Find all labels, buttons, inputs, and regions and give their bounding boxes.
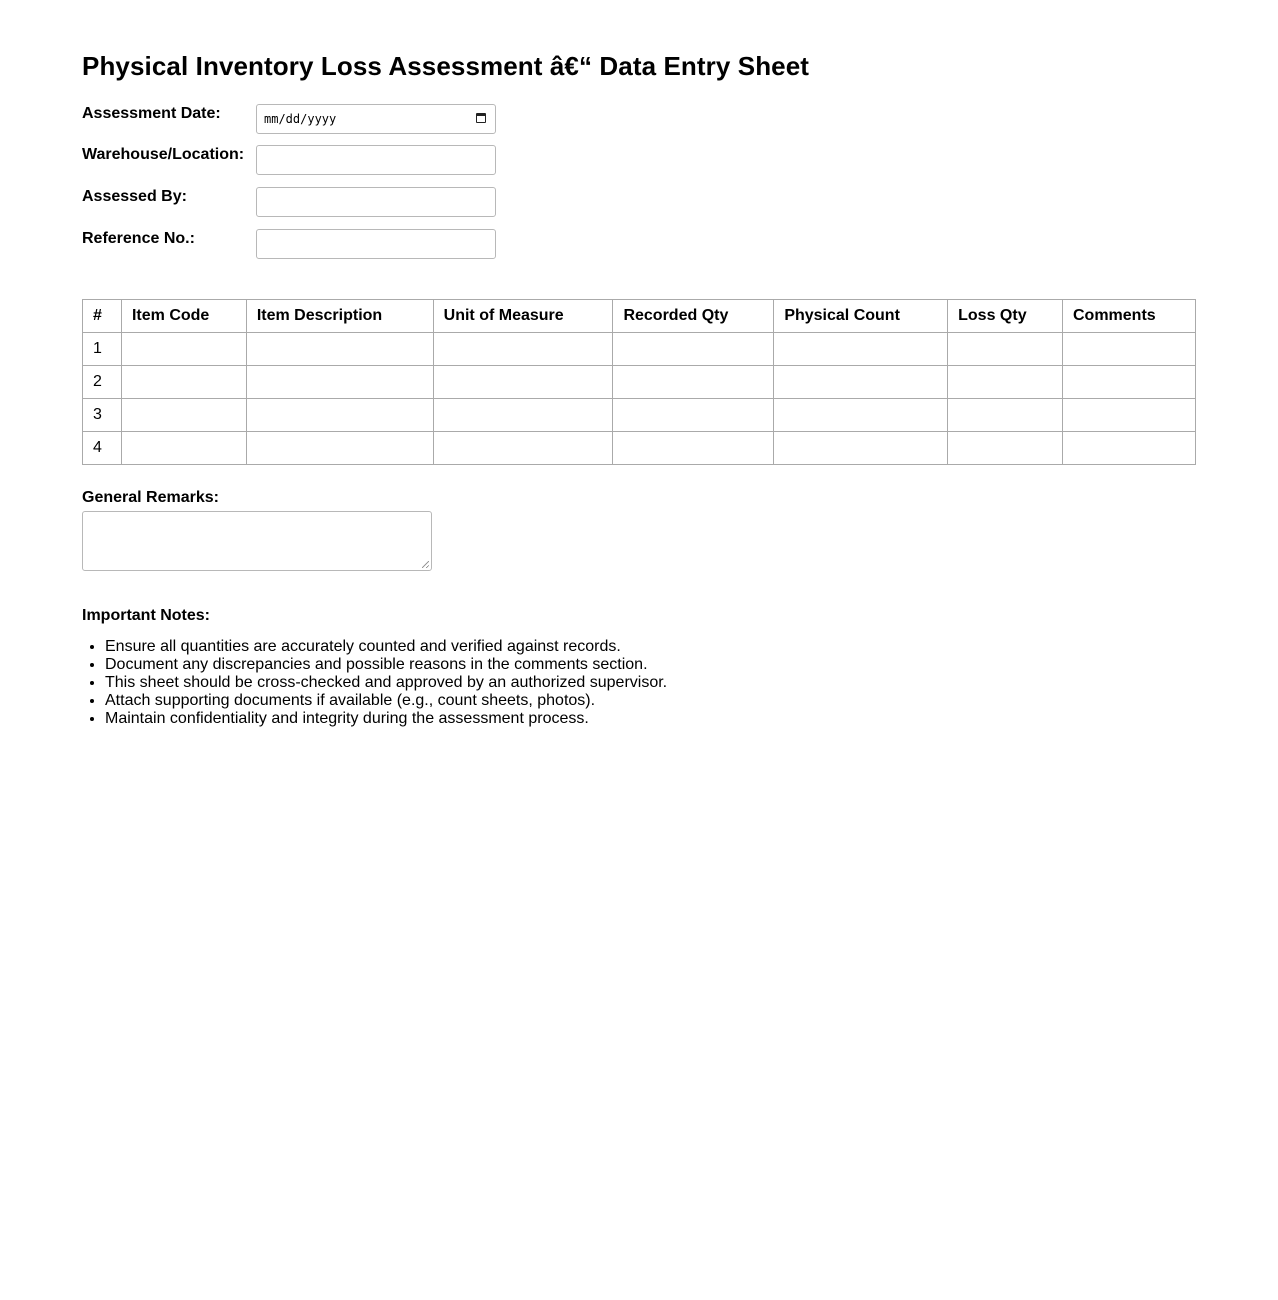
cell-comments[interactable] <box>1063 432 1196 465</box>
cell-item-code[interactable] <box>121 366 246 399</box>
cell-loss-qty[interactable] <box>948 366 1063 399</box>
cell-unit-of-measure[interactable] <box>433 333 613 366</box>
reference-label: Reference No.: <box>82 230 195 247</box>
cell-unit-of-measure[interactable] <box>433 366 613 399</box>
assessment-date-label: Assessment Date: <box>82 105 221 122</box>
cell-loss-qty[interactable] <box>948 333 1063 366</box>
table-row <box>83 333 1196 366</box>
cell-loss-qty[interactable] <box>948 432 1063 465</box>
cell-item-code[interactable] <box>121 399 246 432</box>
cell-item-description[interactable] <box>246 366 433 399</box>
cell-physical-count[interactable] <box>774 333 948 366</box>
resize-handle-icon[interactable] <box>422 561 429 568</box>
list-item: • Maintain confidentiality and integrity during the assessment process. <box>105 710 1196 728</box>
cell-item-code[interactable] <box>121 432 246 465</box>
cell-recorded-qty[interactable] <box>613 432 774 465</box>
row-number: 3 <box>83 399 122 432</box>
cell-unit-of-measure[interactable] <box>433 399 613 432</box>
row-number: 1 <box>83 333 122 366</box>
cell-physical-count[interactable] <box>774 432 948 465</box>
header-number: # <box>83 300 122 333</box>
header-loss-qty: Loss Qty <box>948 300 1063 333</box>
cell-recorded-qty[interactable] <box>613 366 774 399</box>
reference-row <box>82 229 1196 271</box>
cell-item-description[interactable] <box>246 399 433 432</box>
cell-item-description[interactable] <box>246 333 433 366</box>
reference-input[interactable] <box>256 229 496 259</box>
cell-recorded-qty[interactable] <box>613 399 774 432</box>
header-comments: Comments <box>1063 300 1196 333</box>
cell-unit-of-measure[interactable] <box>433 432 613 465</box>
assessment-date-placeholder: mm/dd/yyyy <box>264 112 337 126</box>
cell-comments[interactable] <box>1063 333 1196 366</box>
list-item: • Document any discrepancies and possible reasons in the comments section. <box>105 656 1196 674</box>
important-notes-list <box>82 638 1196 728</box>
table-row <box>83 432 1196 465</box>
assessed-by-label: Assessed By: <box>82 188 187 205</box>
cell-item-code[interactable] <box>121 333 246 366</box>
general-remarks-label: General Remarks: <box>82 489 219 506</box>
general-remarks-textarea[interactable] <box>82 511 432 571</box>
header-recorded-qty: Recorded Qty <box>613 300 774 333</box>
cell-comments[interactable] <box>1063 366 1196 399</box>
warehouse-label: Warehouse/Location: <box>82 146 245 163</box>
cell-comments[interactable] <box>1063 399 1196 432</box>
table-header-row <box>83 300 1196 333</box>
cell-recorded-qty[interactable] <box>613 333 774 366</box>
warehouse-row <box>82 145 1196 187</box>
assessment-date-input[interactable] <box>256 104 496 134</box>
list-item: • Attach supporting documents if available (e.g., count sheets, photos). <box>105 692 1196 710</box>
list-item: • This sheet should be cross-checked and approved by an authorized supervisor. <box>105 674 1196 692</box>
table-row <box>83 399 1196 432</box>
assessed-by-input[interactable] <box>256 187 496 217</box>
cell-physical-count[interactable] <box>774 366 948 399</box>
assessment-date-row <box>82 104 1196 145</box>
header-item-code: Item Code <box>121 300 246 333</box>
header-physical-count: Physical Count <box>774 300 948 333</box>
warehouse-input[interactable] <box>256 145 496 175</box>
inventory-table <box>82 299 1196 465</box>
cell-loss-qty[interactable] <box>948 399 1063 432</box>
header-unit-of-measure: Unit of Measure <box>433 300 613 333</box>
assessment-form <box>82 104 1196 271</box>
cell-item-description[interactable] <box>246 432 433 465</box>
page-title: Physical Inventory Loss Assessment â€“ Data Entry Sheet <box>82 51 810 81</box>
header-item-description: Item Description <box>246 300 433 333</box>
cell-physical-count[interactable] <box>774 399 948 432</box>
list-item: • Ensure all quantities are accurately counted and verified against records. <box>105 638 1196 656</box>
row-number: 4 <box>83 432 122 465</box>
important-notes-title: Important Notes: <box>82 607 210 624</box>
assessed-by-row <box>82 187 1196 229</box>
table-row <box>83 366 1196 399</box>
calendar-icon[interactable] <box>476 113 486 123</box>
row-number: 2 <box>83 366 122 399</box>
